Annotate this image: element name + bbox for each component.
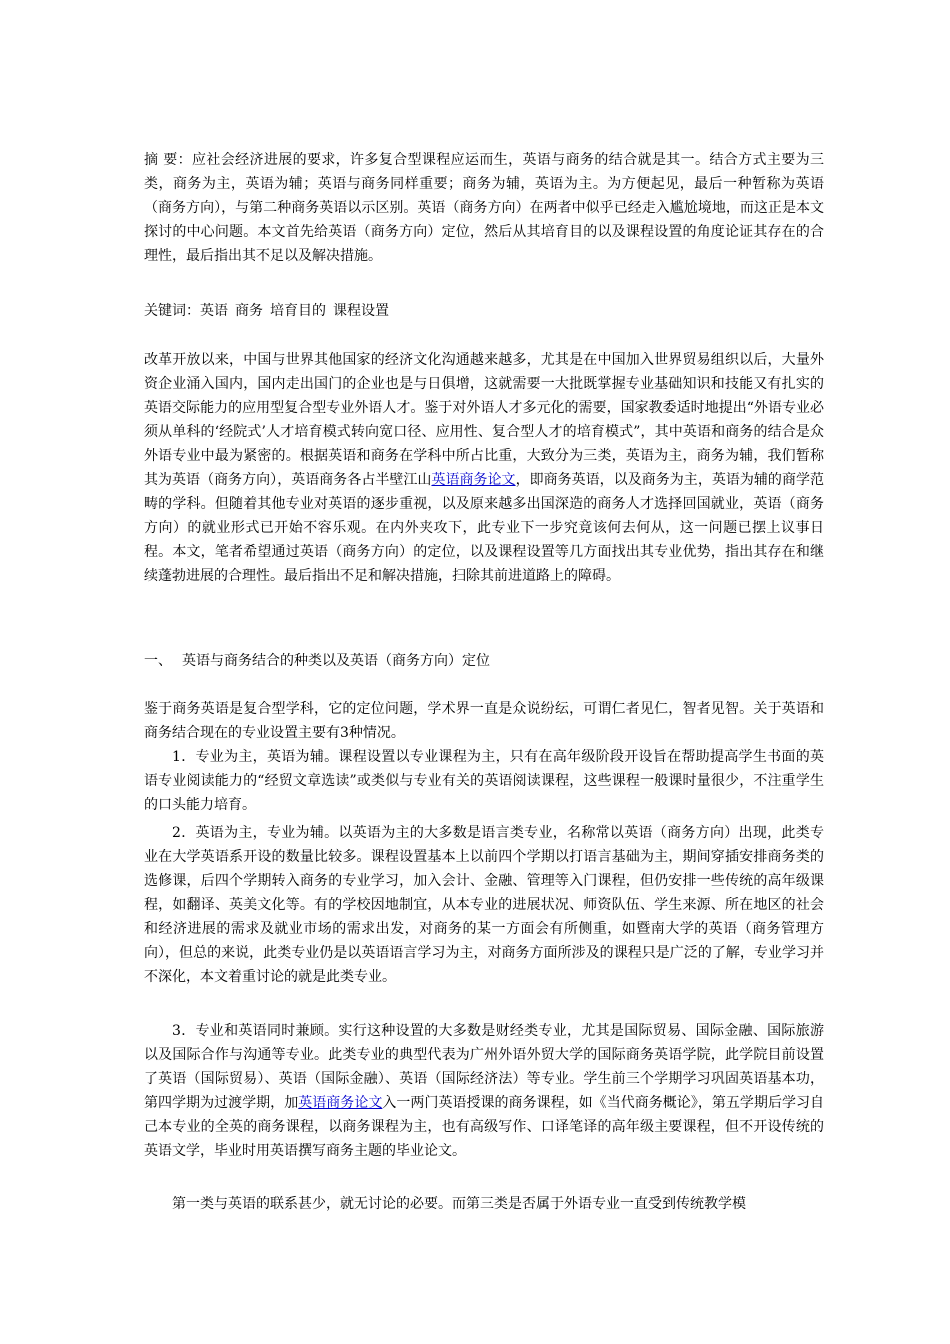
item3-text-2: 入一两门英语授课的商务课程，如《当代商务概论》，第五学期后学习自己本专业的全英的商务课程，以商务课程为主，也有高级写作、口译笔译的高年级主要课程，但不开设传统的英语文学，毕业时用英语撰写商务主题的毕业论文。 <box>144 1095 825 1159</box>
intro-cases-paragraph <box>144 697 824 745</box>
keyword-1: 英语 <box>200 303 228 319</box>
abstract-label: 摘 要： <box>144 152 192 168</box>
item3-text-1: 3．专业和英语同时兼顾。实行这种设置的大多数是财经类专业，尤其是国际贸易、国际金融、国际旅游以及国际合作与沟通等专业。此类专业的典型代表为广州外语外贸大学的国际商务英语学院，此学院目前设置了英语（国际贸易）、英语（国际金融）、英语（国际经济法）等专业。学生前三个学期学习巩固英语基本功，第四学期为过渡学期，加 <box>144 1023 824 1111</box>
list-item-2 <box>144 821 824 989</box>
list-item-3 <box>144 1019 824 1163</box>
intro-text-1: 改革开放以来，中国与世界其他国家的经济文化沟通越来越多，尤其是在中国加入世界贸易组织以后，大量外资企业涌入国内，国内走出国门的企业也是与日俱增，这就需要一大批既掌握专业基础知识和技能又有扎实的英语交际能力的应用型复合型专业外语人才。鉴于对外语人才多元化的需要，国家教委适时地提出“外语专业必须从单科的‘经院式’人才培育模式转向宽口径、应用性、复合型人才的培育模式”，其中英语和商务的结合是众外语专业中最为紧密的。根据英语和商务在学科中所占比重，大致分为三类，英语为主，商务为辅，我们暂称其为英语（商务方向），英语商务各占半壁江山 <box>144 352 824 488</box>
intro-text-2: ，即商务英语，以及商务为主，英语为辅的商学范畴的学科。但随着其他专业对英语的逐步重视，以及原来越多出国深造的商务人才选择回国就业，英语（商务方向）的就业形式已开始不容乐观。在内外夹攻下，此专业下一步究竟该何去何从，这一问题已摆上议事日程。本文，笔者希望通过英语（商务方向）的定位，以及课程设置等几方面找出其专业优势，指出其存在和继续蓬勃进展的合理性。最后指出不足和解决措施，扫除其前进道路上的障碍。 <box>144 472 824 584</box>
section-number: 一、 <box>144 653 172 669</box>
section-heading <box>144 649 824 673</box>
keywords-label: 关键词： <box>144 303 200 319</box>
list-item-2-text: 2．英语为主，专业为辅。以英语为主的大多数是语言类专业，名称常以英语（商务方向）出现，此类专业在大学英语系开设的数量比较多。课程设置基本上以前四个学期以打语言基础为主，期间穿插安排商务类的选修课，后四个学期转入商务的专业学习，加入会计、金融、管理等入门课程，但仍安排一些传统的高年级课程，如翻译、英美文化等。有的学校因地制宜，从本专业的进展状况、师资队伍、学生来源、所在地区的社会和经济进展的需求及就业市场的需求出发，对商务的某一方面会有所侧重，如暨南大学的英语（商务管理方向），但总的来说，此类专业仍是以英语语言学习为主，对商务方面所涉及的课程只是广泛的了解，专业学习并不深化，本文着重讨论的就是此类专业。 <box>144 825 824 985</box>
abstract-text: 应社会经济进展的要求，许多复合型课程应运而生，英语与商务的结合就是其一。结合方式主要为三类，商务为主，英语为辅；英语与商务同样重要；商务为辅，英语为主。为方便起见，最后一种暂称为英语（商务方向），与第二种商务英语以示区别。英语（商务方向）在两者中似乎已经走入尴尬境地，而这正是本文探讨的中心问题。本文首先给英语（商务方向）定位，然后从其培育目的以及课程设置的角度论证其存在的合理性，最后指出其不足以及解决措施。 <box>144 152 825 264</box>
keyword-3: 培育目的 <box>270 303 326 319</box>
abstract-paragraph <box>144 148 824 268</box>
list-item-1 <box>144 745 824 817</box>
keyword-2: 商务 <box>235 303 263 319</box>
intro-paragraph <box>144 348 824 588</box>
closing-text: 第一类与英语的联系甚少，就无讨论的必要。而第三类是否属于外语专业一直受到传统教学模 <box>172 1196 746 1212</box>
keyword-4: 课程设置 <box>333 303 389 319</box>
section-title: 英语与商务结合的种类以及英语（商务方向）定位 <box>182 653 490 669</box>
intro-link[interactable]: 英语商务论文 <box>431 472 516 488</box>
item3-link[interactable]: 英语商务论文 <box>298 1095 383 1111</box>
closing-paragraph <box>144 1192 824 1216</box>
keywords-line <box>144 299 824 323</box>
intro-cases-text: 鉴于商务英语是复合型学科，它的定位问题，学术界一直是众说纷纭，可谓仁者见仁，智者见智。关于英语和商务结合现在的专业设置主要有3种情况。 <box>144 701 824 741</box>
list-item-1-text: 1．专业为主，英语为辅。课程设置以专业课程为主，只有在高年级阶段开设旨在帮助提高学生书面的英语专业阅读能力的“经贸文章选读”或类似与专业有关的英语阅读课程，这些课程一般课时量很少，不注重学生的口头能力培育。 <box>144 749 824 813</box>
